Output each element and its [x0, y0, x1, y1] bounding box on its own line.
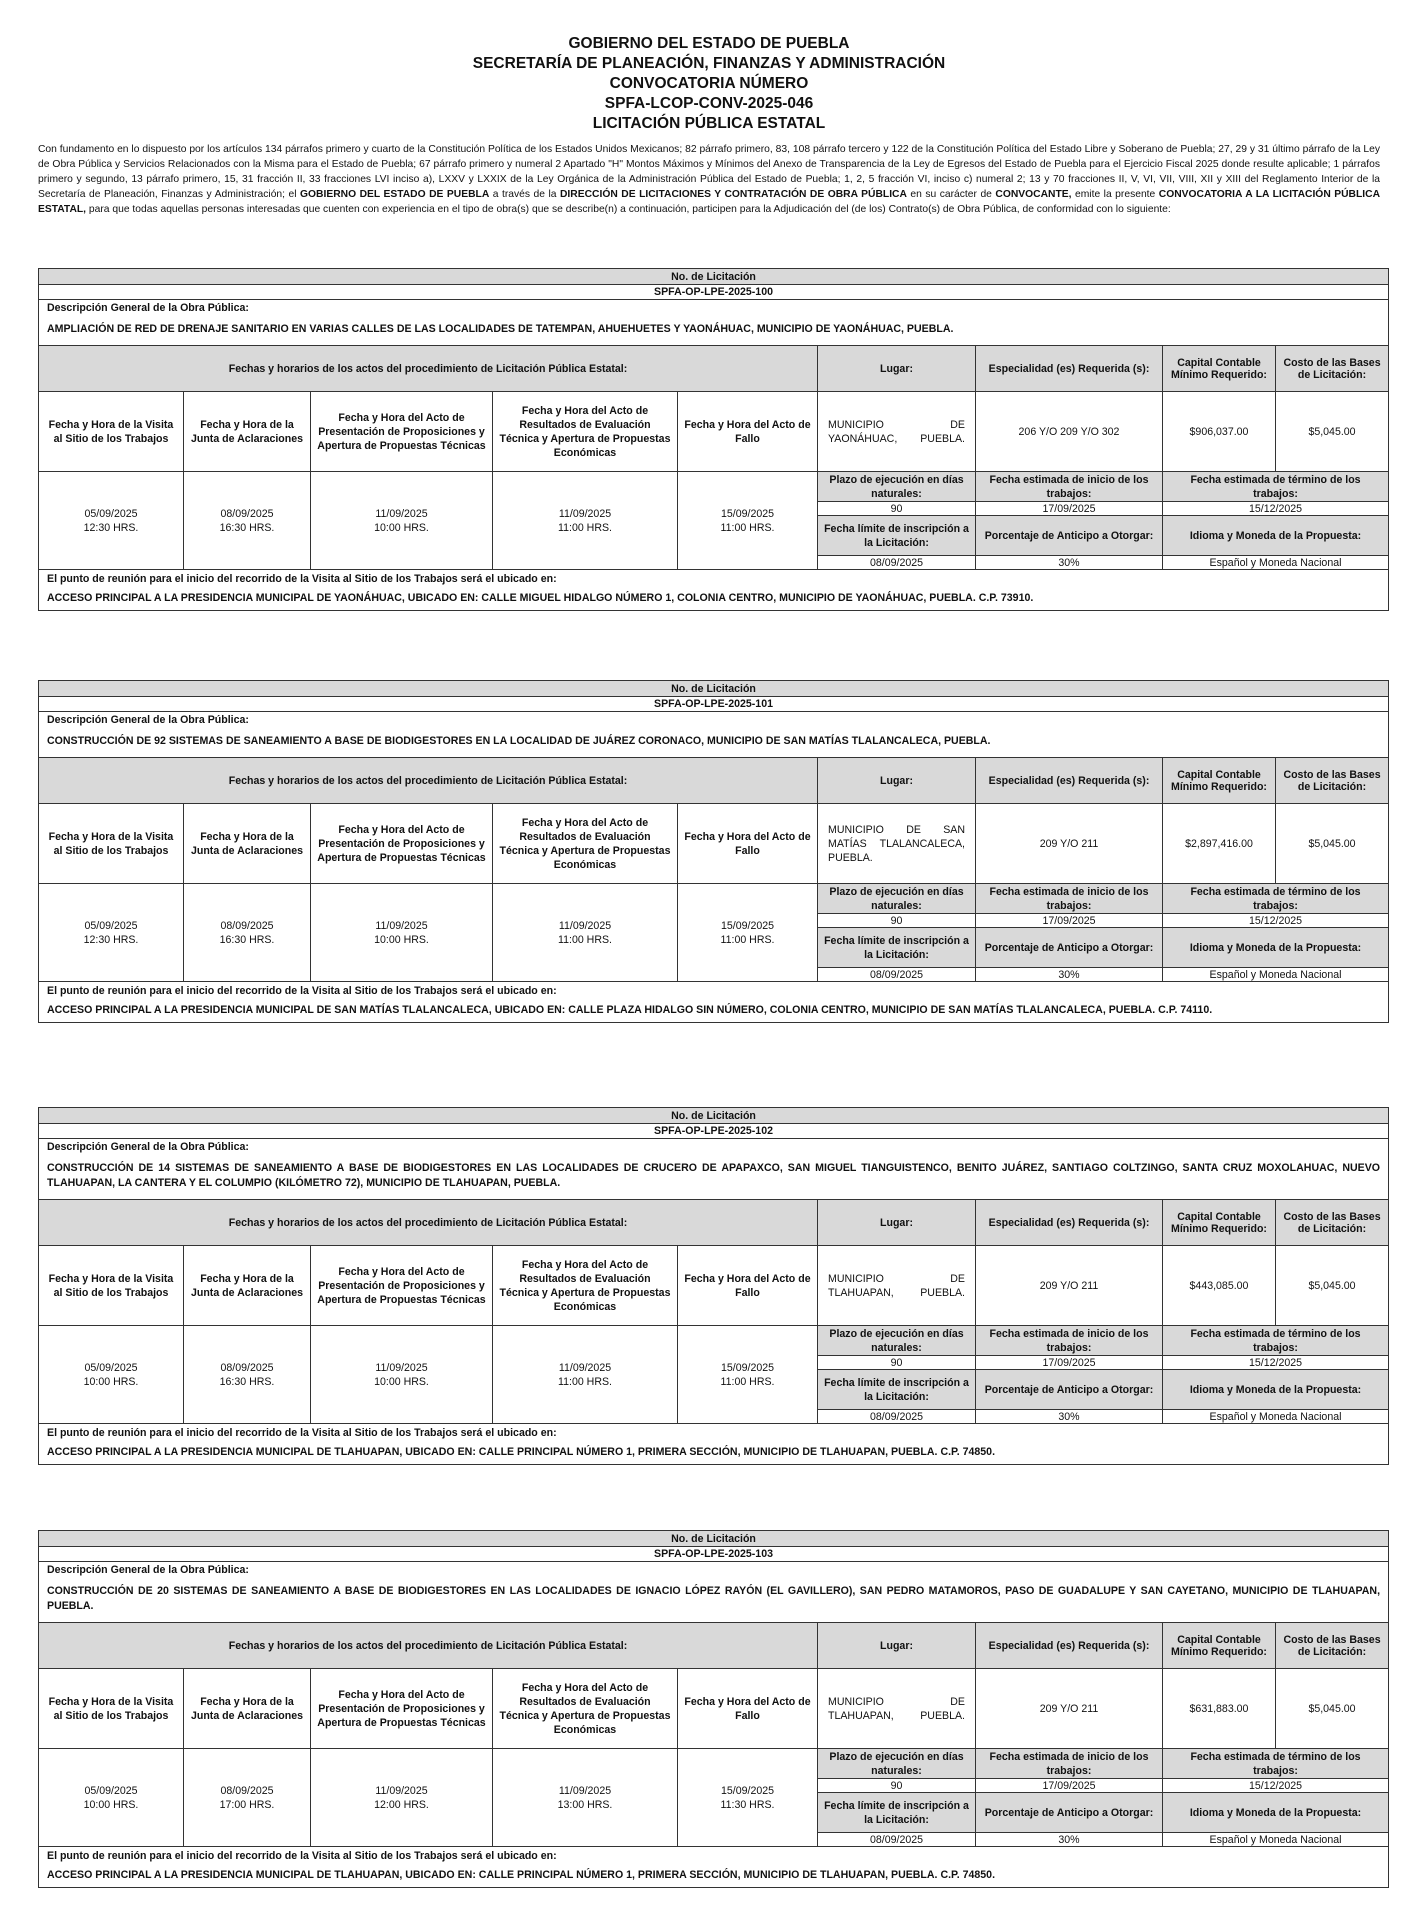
meeting-point-label: El punto de reunión para el inicio del recorrido de la Visita al Sitio de los Trabajos será el ubicado en:	[39, 982, 1389, 1001]
junta-datetime	[184, 1326, 311, 1424]
resultados-time: 11:00 HRS.	[558, 933, 612, 946]
col-fallo-header: Fecha y Hora del Acto de Fallo	[678, 1246, 818, 1326]
tender-number-label: No. de Licitación	[39, 681, 1389, 697]
plazo-value: 90	[818, 914, 976, 928]
col-fallo-header: Fecha y Hora del Acto de Fallo	[678, 1669, 818, 1749]
idioma-header: Idioma y Moneda de la Propuesta:	[1163, 1793, 1389, 1833]
presentacion-datetime	[311, 884, 493, 982]
description-label: Descripción General de la Obra Pública:	[39, 1562, 1389, 1581]
junta-datetime	[184, 472, 311, 570]
anticipo-header: Porcentaje de Anticipo a Otorgar:	[976, 1370, 1163, 1410]
plazo-header: Plazo de ejecución en días naturales:	[818, 1749, 976, 1779]
costo-header: Costo de las Bases de Licitación:	[1276, 758, 1389, 804]
capital-value: $2,897,416.00	[1163, 804, 1276, 884]
termino-header: Fecha estimada de término de los trabajos:	[1163, 1749, 1389, 1779]
visita-datetime	[39, 884, 184, 982]
tender-number-label: No. de Licitación	[39, 1531, 1389, 1547]
resultados-date: 11/09/2025	[558, 919, 612, 932]
capital-value: $906,037.00	[1163, 392, 1276, 472]
costo-value: $5,045.00	[1276, 1669, 1389, 1749]
plazo-header: Plazo de ejecución en días naturales:	[818, 1326, 976, 1356]
junta-datetime	[184, 1749, 311, 1847]
meeting-point-address: ACCESO PRINCIPAL A LA PRESIDENCIA MUNICIPAL DE YAONÁHUAC, UBICADO EN: CALLE MIGUEL HIDALGO NÚMERO 1, COLONIA CENTRO, MUNICIPIO DE YAONÁHUAC, PUEBLA. C.P. 73910.	[39, 588, 1389, 611]
intro-bold: DIRECCIÓN DE LICITACIONES Y CONTRATACIÓN DE OBRA PÚBLICA	[560, 189, 907, 200]
col-junta-header: Fecha y Hora de la Junta de Aclaraciones	[184, 1669, 311, 1749]
especialidad-value: 206 Y/O 209 Y/O 302	[976, 392, 1163, 472]
col-junta-header: Fecha y Hora de la Junta de Aclaraciones	[184, 392, 311, 472]
termino-header: Fecha estimada de término de los trabajos:	[1163, 884, 1389, 914]
visita-datetime	[39, 472, 184, 570]
presentacion-datetime	[311, 472, 493, 570]
termino-header: Fecha estimada de término de los trabajos:	[1163, 1326, 1389, 1356]
col-presentacion-header: Fecha y Hora del Acto de Presentación de Proposiciones y Apertura de Propuestas Técnicas	[311, 392, 493, 472]
plazo-header: Plazo de ejecución en días naturales:	[818, 884, 976, 914]
tender-number: SPFA-OP-LPE-2025-102	[39, 1124, 1389, 1139]
col-resultados-header: Fecha y Hora del Acto de Resultados de Evaluación Técnica y Apertura de Propuestas Económicas	[493, 804, 678, 884]
anticipo-header: Porcentaje de Anticipo a Otorgar:	[976, 928, 1163, 968]
visita-date: 05/09/2025	[84, 919, 138, 932]
lugar-value: MUNICIPIO DE TLAHUAPAN, PUEBLA.	[818, 1246, 976, 1326]
costo-header: Costo de las Bases de Licitación:	[1276, 1623, 1389, 1669]
description-label: Descripción General de la Obra Pública:	[39, 1139, 1389, 1158]
fallo-time: 11:00 HRS.	[720, 1375, 775, 1388]
termino-value: 15/12/2025	[1163, 1779, 1389, 1793]
resultados-date: 11/09/2025	[558, 1361, 612, 1374]
presentacion-time: 10:00 HRS.	[374, 521, 429, 534]
costo-header: Costo de las Bases de Licitación:	[1276, 1200, 1389, 1246]
meeting-point-address: ACCESO PRINCIPAL A LA PRESIDENCIA MUNICIPAL DE TLAHUAPAN, UBICADO EN: CALLE PRINCIPAL NÚMERO 1, PRIMERA SECCIÓN, MUNICIPIO DE TLAHUAPAN, PUEBLA. C.P. 74850.	[39, 1865, 1389, 1888]
plazo-value: 90	[818, 1779, 976, 1793]
fallo-date: 15/09/2025	[720, 1784, 775, 1797]
intro-bold: CONVOCATORIA A LA LICITACIÓN PÚBLICA ESTATAL,	[38, 189, 1381, 215]
fallo-time: 11:00 HRS.	[720, 933, 775, 946]
inicio-header: Fecha estimada de inicio de los trabajos:	[976, 1326, 1163, 1356]
presentacion-datetime	[311, 1749, 493, 1847]
fallo-date: 15/09/2025	[720, 919, 775, 932]
tender-number-label: No. de Licitación	[39, 1108, 1389, 1124]
termino-value: 15/12/2025	[1163, 914, 1389, 928]
idioma-value: Español y Moneda Nacional	[1163, 1833, 1389, 1847]
document-header	[0, 0, 1418, 134]
fallo-datetime	[678, 472, 818, 570]
junta-date: 08/09/2025	[220, 1784, 274, 1797]
visita-time: 12:30 HRS.	[83, 933, 139, 946]
intro-text: emite la presente	[1071, 189, 1159, 200]
capital-value: $631,883.00	[1163, 1669, 1276, 1749]
capital-header: Capital Contable Mínimo Requerido:	[1163, 758, 1276, 804]
costo-value: $5,045.00	[1276, 1246, 1389, 1326]
lugar-value: MUNICIPIO DE TLAHUAPAN, PUEBLA.	[818, 1669, 976, 1749]
resultados-time: 13:00 HRS.	[557, 1798, 613, 1811]
col-resultados-header: Fecha y Hora del Acto de Resultados de Evaluación Técnica y Apertura de Propuestas Económicas	[493, 1669, 678, 1749]
lugar-header: Lugar:	[818, 1200, 976, 1246]
especialidad-header: Especialidad (es) Requerida (s):	[976, 1200, 1163, 1246]
especialidad-value: 209 Y/O 211	[976, 1246, 1163, 1326]
col-resultados-header: Fecha y Hora del Acto de Resultados de Evaluación Técnica y Apertura de Propuestas Económicas	[493, 392, 678, 472]
presentacion-time: 10:00 HRS.	[374, 933, 429, 946]
idioma-value: Español y Moneda Nacional	[1163, 556, 1389, 570]
costo-value: $5,045.00	[1276, 804, 1389, 884]
presentacion-date: 11/09/2025	[375, 919, 428, 932]
intro-text: Con fundamento en lo dispuesto por los artículos 134 párrafos primero y cuarto de la Constitución Política de los Estados Unidos Mexicanos; 82 párrafo primero, 83, 108 párrafo tercero y 122 de la Constitución Política del Estado Libre y Soberano de Puebla; 27, 29 y 31 último párrafo de la Ley de Obra Pública y Servicios Relacionados con la Misma para el Estado de Puebla; 67 párrafo primero y numeral 2 Apartado "H" Montos Máximos y Mínimos del Anexo de Transparencia de la Ley de Egresos del Estado de Puebla para el Ejercicio Fiscal 2025 donde resulte aplicable; 1 párrafos primero y segundo, 13 párrafo primero, 15, 31 fracción II, 33 fracciones LVI inciso a), LXXV y LXXIX de la Ley Orgánica de la Administración Pública del Estado de Puebla; 1, 2, 5 fracción VI, inciso c) numeral 2; 13 y 70 fracciones II, V, VI, VII, VIII, XII y XIII del Reglamento Interior de la Secretaría de Planeación, Finanzas y Administración; el	[38, 144, 1380, 200]
col-junta-header: Fecha y Hora de la Junta de Aclaraciones	[184, 1246, 311, 1326]
col-visita-header: Fecha y Hora de la Visita al Sitio de los Trabajos	[39, 1669, 184, 1749]
resultados-datetime	[493, 884, 678, 982]
description-text: CONSTRUCCIÓN DE 20 SISTEMAS DE SANEAMIENTO A BASE DE BIODIGESTORES EN LAS LOCALIDADES DE IGNACIO LÓPEZ RAYÓN (EL GAVILLERO), SAN PEDRO MATAMOROS, PASO DE GUADALUPE Y SAN CAYETANO, MUNICIPIO DE TLAHUAPAN, PUEBLA.	[39, 1580, 1389, 1623]
header-licitacion-type: LICITACIÓN PÚBLICA ESTATAL	[592, 115, 826, 132]
fallo-time: 11:00 HRS.	[720, 521, 775, 534]
col-presentacion-header: Fecha y Hora del Acto de Presentación de Proposiciones y Apertura de Propuestas Técnicas	[311, 804, 493, 884]
capital-value: $443,085.00	[1163, 1246, 1276, 1326]
especialidad-header: Especialidad (es) Requerida (s):	[976, 346, 1163, 392]
resultados-datetime	[493, 1749, 678, 1847]
fallo-time: 11:30 HRS.	[720, 1798, 775, 1811]
col-resultados-header: Fecha y Hora del Acto de Resultados de Evaluación Técnica y Apertura de Propuestas Económicas	[493, 1246, 678, 1326]
presentacion-time: 10:00 HRS.	[374, 1375, 429, 1388]
limite-value: 08/09/2025	[818, 1833, 976, 1847]
visita-date: 05/09/2025	[84, 1784, 138, 1797]
intro-text: para que todas aquellas personas interesadas que cuenten con experiencia en el tipo de obra(s) que se describe(n) a continuación, participen para la Adjudicación del (de los) Contrato(s) de Obra Pública, de conformidad con lo siguiente:	[86, 204, 1171, 215]
costo-header: Costo de las Bases de Licitación:	[1276, 346, 1389, 392]
tender-table	[38, 680, 1389, 1023]
idioma-header: Idioma y Moneda de la Propuesta:	[1163, 928, 1389, 968]
termino-header: Fecha estimada de término de los trabajos:	[1163, 472, 1389, 502]
inicio-value: 17/09/2025	[976, 1779, 1163, 1793]
dates-section-header: Fechas y horarios de los actos del procedimiento de Licitación Pública Estatal:	[39, 1200, 818, 1246]
presentacion-date: 11/09/2025	[375, 1784, 428, 1797]
plazo-header: Plazo de ejecución en días naturales:	[818, 472, 976, 502]
tender-table	[38, 1530, 1389, 1888]
tender-number: SPFA-OP-LPE-2025-100	[39, 285, 1389, 300]
intro-text: en su carácter de	[906, 189, 996, 200]
visita-date: 05/09/2025	[84, 1361, 138, 1374]
plazo-value: 90	[818, 502, 976, 516]
junta-date: 08/09/2025	[220, 1361, 274, 1374]
inicio-header: Fecha estimada de inicio de los trabajos:	[976, 472, 1163, 502]
presentacion-date: 11/09/2025	[375, 507, 428, 520]
resultados-datetime	[493, 472, 678, 570]
visita-time: 10:00 HRS.	[83, 1375, 139, 1388]
dates-section-header: Fechas y horarios de los actos del procedimiento de Licitación Pública Estatal:	[39, 1623, 818, 1669]
lugar-header: Lugar:	[818, 1623, 976, 1669]
capital-header: Capital Contable Mínimo Requerido:	[1163, 346, 1276, 392]
tender-number: SPFA-OP-LPE-2025-103	[39, 1547, 1389, 1562]
limite-header: Fecha límite de inscripción a la Licitación:	[818, 516, 976, 556]
lugar-value: MUNICIPIO DE YAONÁHUAC, PUEBLA.	[818, 392, 976, 472]
presentacion-date: 11/09/2025	[375, 1361, 428, 1374]
junta-time: 16:30 HRS.	[219, 1375, 275, 1388]
limite-value: 08/09/2025	[818, 1410, 976, 1424]
inicio-value: 17/09/2025	[976, 502, 1163, 516]
visita-time: 10:00 HRS.	[83, 1798, 139, 1811]
intro-paragraph	[38, 142, 1380, 217]
header-government: GOBIERNO DEL ESTADO DE PUEBLA	[568, 35, 850, 52]
fallo-date: 15/09/2025	[720, 507, 775, 520]
meeting-point-address: ACCESO PRINCIPAL A LA PRESIDENCIA MUNICIPAL DE SAN MATÍAS TLALANCALECA, UBICADO EN: CALLE PLAZA HIDALGO SIN NÚMERO, COLONIA CENTRO, MUNICIPIO DE SAN MATÍAS TLALANCALECA, PUEBLA. C.P. 74110.	[39, 1000, 1389, 1023]
costo-value: $5,045.00	[1276, 392, 1389, 472]
limite-value: 08/09/2025	[818, 556, 976, 570]
inicio-header: Fecha estimada de inicio de los trabajos:	[976, 1749, 1163, 1779]
inicio-value: 17/09/2025	[976, 914, 1163, 928]
col-visita-header: Fecha y Hora de la Visita al Sitio de los Trabajos	[39, 804, 184, 884]
col-junta-header: Fecha y Hora de la Junta de Aclaraciones	[184, 804, 311, 884]
meeting-point-label: El punto de reunión para el inicio del recorrido de la Visita al Sitio de los Trabajos será el ubicado en:	[39, 570, 1389, 589]
capital-header: Capital Contable Mínimo Requerido:	[1163, 1200, 1276, 1246]
inicio-value: 17/09/2025	[976, 1356, 1163, 1370]
fallo-date: 15/09/2025	[720, 1361, 775, 1374]
lugar-header: Lugar:	[818, 758, 976, 804]
anticipo-header: Porcentaje de Anticipo a Otorgar:	[976, 1793, 1163, 1833]
visita-datetime	[39, 1749, 184, 1847]
idioma-header: Idioma y Moneda de la Propuesta:	[1163, 516, 1389, 556]
col-fallo-header: Fecha y Hora del Acto de Fallo	[678, 392, 818, 472]
anticipo-value: 30%	[976, 1410, 1163, 1424]
intro-bold: GOBIERNO DEL ESTADO DE PUEBLA	[300, 189, 490, 200]
junta-date: 08/09/2025	[220, 507, 274, 520]
header-convocatoria-label: CONVOCATORIA NÚMERO	[609, 75, 809, 92]
limite-header: Fecha límite de inscripción a la Licitación:	[818, 1370, 976, 1410]
especialidad-value: 209 Y/O 211	[976, 1669, 1163, 1749]
description-text: CONSTRUCCIÓN DE 92 SISTEMAS DE SANEAMIENTO A BASE DE BIODIGESTORES EN LA LOCALIDAD DE JUÁREZ CORONACO, MUNICIPIO DE SAN MATÍAS TLALANCALECA, PUEBLA.	[39, 730, 1389, 758]
especialidad-header: Especialidad (es) Requerida (s):	[976, 758, 1163, 804]
tender-table	[38, 1107, 1389, 1465]
fallo-datetime	[678, 1326, 818, 1424]
dates-section-header: Fechas y horarios de los actos del procedimiento de Licitación Pública Estatal:	[39, 346, 818, 392]
col-fallo-header: Fecha y Hora del Acto de Fallo	[678, 804, 818, 884]
resultados-time: 11:00 HRS.	[558, 521, 612, 534]
presentacion-time: 12:00 HRS.	[374, 1798, 429, 1811]
tender-number-label: No. de Licitación	[39, 269, 1389, 285]
idioma-value: Español y Moneda Nacional	[1163, 1410, 1389, 1424]
idioma-header: Idioma y Moneda de la Propuesta:	[1163, 1370, 1389, 1410]
dates-section-header: Fechas y horarios de los actos del procedimiento de Licitación Pública Estatal:	[39, 758, 818, 804]
col-visita-header: Fecha y Hora de la Visita al Sitio de los Trabajos	[39, 392, 184, 472]
anticipo-value: 30%	[976, 1833, 1163, 1847]
description-text: AMPLIACIÓN DE RED DE DRENAJE SANITARIO EN VARIAS CALLES DE LAS LOCALIDADES DE TATEMPAN, AHUEHUETES Y YAONÁHUAC, MUNICIPIO DE YAONÁHUAC, PUEBLA.	[39, 318, 1389, 346]
meeting-point-label: El punto de reunión para el inicio del recorrido de la Visita al Sitio de los Trabajos será el ubicado en:	[39, 1847, 1389, 1866]
anticipo-value: 30%	[976, 968, 1163, 982]
capital-header: Capital Contable Mínimo Requerido:	[1163, 1623, 1276, 1669]
description-text: CONSTRUCCIÓN DE 14 SISTEMAS DE SANEAMIENTO A BASE DE BIODIGESTORES EN LAS LOCALIDADES DE CRUCERO DE APAPAXCO, SAN MIGUEL TIANGUISTENCO, BENITO JUÁREZ, SANTIAGO COLTZINGO, SANTA CRUZ MOXOLAHUAC, NUEVO TLAHUAPAN, LA CANTERA Y EL COLUMPIO (KILÓMETRO 72), MUNICIPIO DE TLAHUAPAN, PUEBLA.	[39, 1157, 1389, 1200]
tender-number: SPFA-OP-LPE-2025-101	[39, 697, 1389, 712]
resultados-datetime	[493, 1326, 678, 1424]
col-visita-header: Fecha y Hora de la Visita al Sitio de los Trabajos	[39, 1246, 184, 1326]
junta-time: 16:30 HRS.	[219, 933, 275, 946]
meeting-point-label: El punto de reunión para el inicio del recorrido de la Visita al Sitio de los Trabajos será el ubicado en:	[39, 1424, 1389, 1443]
lugar-header: Lugar:	[818, 346, 976, 392]
intro-text: a través de la	[489, 189, 560, 200]
especialidad-value: 209 Y/O 211	[976, 804, 1163, 884]
junta-datetime	[184, 884, 311, 982]
limite-value: 08/09/2025	[818, 968, 976, 982]
visita-datetime	[39, 1326, 184, 1424]
description-label: Descripción General de la Obra Pública:	[39, 712, 1389, 731]
meeting-point-address: ACCESO PRINCIPAL A LA PRESIDENCIA MUNICIPAL DE TLAHUAPAN, UBICADO EN: CALLE PRINCIPAL NÚMERO 1, PRIMERA SECCIÓN, MUNICIPIO DE TLAHUAPAN, PUEBLA. C.P. 74850.	[39, 1442, 1389, 1465]
anticipo-value: 30%	[976, 556, 1163, 570]
lugar-value: MUNICIPIO DE SAN MATÍAS TLALANCALECA, PUEBLA.	[818, 804, 976, 884]
description-label: Descripción General de la Obra Pública:	[39, 300, 1389, 319]
inicio-header: Fecha estimada de inicio de los trabajos:	[976, 884, 1163, 914]
tender-table	[38, 268, 1389, 611]
termino-value: 15/12/2025	[1163, 502, 1389, 516]
intro-bold: CONVOCANTE,	[995, 189, 1072, 200]
header-convocatoria-number: SPFA-LCOP-CONV-2025-046	[604, 95, 814, 112]
resultados-date: 11/09/2025	[558, 507, 612, 520]
limite-header: Fecha límite de inscripción a la Licitación:	[818, 928, 976, 968]
resultados-date: 11/09/2025	[558, 1784, 612, 1797]
junta-date: 08/09/2025	[220, 919, 274, 932]
header-secretariat: SECRETARÍA DE PLANEACIÓN, FINANZAS Y ADMINISTRACIÓN	[472, 55, 946, 72]
presentacion-datetime	[311, 1326, 493, 1424]
especialidad-header: Especialidad (es) Requerida (s):	[976, 1623, 1163, 1669]
idioma-value: Español y Moneda Nacional	[1163, 968, 1389, 982]
fallo-datetime	[678, 884, 818, 982]
limite-header: Fecha límite de inscripción a la Licitación:	[818, 1793, 976, 1833]
col-presentacion-header: Fecha y Hora del Acto de Presentación de Proposiciones y Apertura de Propuestas Técnicas	[311, 1246, 493, 1326]
resultados-time: 11:00 HRS.	[558, 1375, 612, 1388]
visita-time: 12:30 HRS.	[83, 521, 139, 534]
anticipo-header: Porcentaje de Anticipo a Otorgar:	[976, 516, 1163, 556]
junta-time: 16:30 HRS.	[219, 521, 275, 534]
col-presentacion-header: Fecha y Hora del Acto de Presentación de Proposiciones y Apertura de Propuestas Técnicas	[311, 1669, 493, 1749]
visita-date: 05/09/2025	[84, 507, 138, 520]
junta-time: 17:00 HRS.	[219, 1798, 275, 1811]
plazo-value: 90	[818, 1356, 976, 1370]
termino-value: 15/12/2025	[1163, 1356, 1389, 1370]
fallo-datetime	[678, 1749, 818, 1847]
